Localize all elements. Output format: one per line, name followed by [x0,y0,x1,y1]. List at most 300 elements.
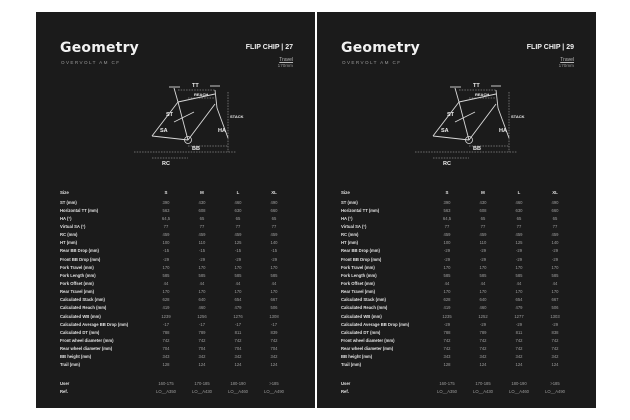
table-cell: -29 [234,256,242,262]
row-label: Virtual SA (°) [60,223,86,229]
row-label: ST (mm) [60,199,77,205]
table-cell: 585 [234,272,242,278]
table-cell: 419 [443,305,451,311]
table-cell: 342 [479,354,487,360]
table-cell: LO__A350 [155,388,177,394]
table-row [341,296,573,304]
travel-label: Travel [279,57,293,63]
geometry-page-flip-chip-29 [317,12,596,408]
table-row [60,345,292,353]
geometry-table [60,186,292,395]
table-cell: 170 [198,264,206,270]
header-s: S [445,189,449,195]
table-cell: 628 [162,297,170,303]
table-cell: 563 [162,207,170,213]
table-row [341,206,573,214]
table-row [60,296,292,304]
table-row [60,312,292,320]
row-label: RC (mm) [60,232,78,238]
table-row [60,336,292,344]
page-title: Geometry [341,40,421,56]
flip-chip-label: FLIP CHIP | 27 [245,44,293,51]
table-cell: 342 [234,354,242,360]
page-title: Geometry [60,40,140,56]
table-row-user [60,379,292,387]
table-cell: -15 [198,248,206,254]
model-subtitle: OVERVOLT AM CF [61,60,121,65]
table-row [60,247,292,255]
row-label: Calculated Reach (mm) [60,305,107,311]
row-label: Fork Travel (mm) [60,264,94,270]
table-cell: 170 [234,289,242,295]
table-cell: 44 [444,280,450,286]
table-cell: 124 [551,362,559,368]
table-row [341,279,573,287]
table-cell: 654 [515,297,523,303]
table-cell: 170 [515,289,523,295]
row-label: Horizontal TT (mm) [60,207,99,213]
table-cell: 742 [443,346,451,352]
row-label: Fork Offset (mm) [341,280,375,286]
row-label: HA (°) [341,215,353,221]
table-cell: -17 [198,321,206,327]
table-cell: 1276 [233,313,243,319]
table-header-row [60,186,292,198]
table-cell: 390 [162,199,170,205]
table-cell: 1235 [442,313,452,319]
table-cell: 170 [198,289,206,295]
table-cell: 789 [198,329,206,335]
table-cell: -29 [479,248,487,254]
travel-label: Travel [560,57,574,63]
table-cell: 839 [270,329,278,335]
table-cell: 65 [235,215,241,221]
table-cell: 640 [198,297,206,303]
table-cell: -29 [270,256,278,262]
table-cell: 585 [162,272,170,278]
table-row [341,239,573,247]
table-cell: 77 [480,223,486,229]
table-cell: 77 [163,223,169,229]
table-cell: -15 [162,248,170,254]
table-cell: 77 [444,223,450,229]
row-label: HT (mm) [341,240,358,246]
row-label: Fork Offset (mm) [60,280,94,286]
table-cell: 460 [234,199,242,205]
table-cell: 65 [480,215,486,221]
dim-label-stack: STACK [511,114,525,119]
table-row [341,288,573,296]
dim-label-st: ST [166,112,174,118]
table-cell: 459 [270,232,278,238]
table-cell: 654 [234,297,242,303]
table-cell: 479 [515,305,523,311]
table-cell: -29 [443,256,451,262]
table-row [341,214,573,222]
table-cell: 704 [198,346,206,352]
table-spacer [60,369,292,379]
table-cell: 65 [516,215,522,221]
row-label: Rear Travel (mm) [341,289,375,295]
table-row [60,288,292,296]
table-cell: 460 [479,305,487,311]
table-cell: 838 [551,329,559,335]
dim-label-reach: REACH [194,92,209,97]
row-label: Rear Travel (mm) [60,289,94,295]
header-xl: XL [271,189,277,195]
table-cell: 811 [515,329,523,335]
row-label: Fork Length (mm) [341,272,377,278]
flip-chip-label: FLIP CHIP | 29 [526,44,574,51]
dim-label-tt: TT [192,83,199,89]
geometry-page-flip-chip-27 [36,12,315,408]
table-cell: 140 [270,240,278,246]
table-cell: 608 [198,207,206,213]
table-cell: 459 [198,232,206,238]
table-cell: -17 [234,321,242,327]
table-cell: 430 [479,199,487,205]
table-cell: 585 [551,272,559,278]
dim-label-ha: HA [499,128,507,134]
table-cell: 77 [271,223,277,229]
row-label: Front wheel diameter (mm) [341,337,395,343]
dim-label-st: ST [447,112,455,118]
table-cell: 742 [479,337,487,343]
table-cell: 704 [162,346,170,352]
table-header-row [341,186,573,198]
row-label: Ref. [60,388,68,394]
table-row [341,222,573,230]
header-l: L [236,189,240,195]
row-label: Rear BB Drop (mm) [341,248,380,254]
table-cell: 1252 [478,313,488,319]
table-row [341,361,573,369]
row-label: Calculated Stack (mm) [60,297,105,303]
table-cell: 704 [234,346,242,352]
table-cell: LO__A460 [227,388,249,394]
table-cell: 124 [515,362,523,368]
table-cell: LO__A430 [191,388,213,394]
table-cell: -29 [479,256,487,262]
table-cell: 125 [234,240,242,246]
table-cell: 459 [479,232,487,238]
table-cell: 789 [479,329,487,335]
row-label: Front BB Drop (mm) [60,256,101,262]
row-label: Trail (mm) [60,362,81,368]
table-row [60,271,292,279]
row-label: Horizontal TT (mm) [341,207,380,213]
table-cell: 170 [270,264,278,270]
table-cell: 65 [552,215,558,221]
table-cell: 343 [443,354,451,360]
table-cell: -29 [515,321,523,327]
table-cell: >185 [550,380,560,386]
table-cell: 124 [198,362,206,368]
row-label: RC (mm) [341,232,359,238]
header-xl: XL [552,189,558,195]
table-cell: 170 [515,264,523,270]
table-cell: 64,5 [442,215,452,221]
table-cell: 170-185 [194,380,210,386]
header-l: L [517,189,521,195]
table-cell: 459 [551,232,559,238]
row-label: Calculated DT (mm) [60,329,100,335]
table-cell: 124 [270,362,278,368]
table-cell: 1308 [269,313,279,319]
header-s: S [164,189,168,195]
table-cell: 506 [270,305,278,311]
table-row [60,304,292,312]
table-cell: 1303 [550,313,560,319]
row-label: Calculated Average BB Drop (mm) [341,321,410,327]
table-cell: 419 [162,305,170,311]
row-label: Ref. [341,388,349,394]
table-cell: 170 [551,289,559,295]
table-spacer [341,369,573,379]
table-cell: 110 [479,240,487,246]
table-cell: 506 [551,305,559,311]
geometry-table [341,186,573,395]
bike-geometry-diagram [395,72,525,176]
table-cell: 585 [270,272,278,278]
table-cell: 585 [479,272,487,278]
table-cell: LO__A430 [472,388,494,394]
table-row [60,239,292,247]
dim-label-sa: SA [160,128,168,134]
table-row [341,231,573,239]
dim-label-ha: HA [218,128,226,134]
table-cell: 459 [443,232,451,238]
table-row [60,263,292,271]
table-cell: 630 [515,207,523,213]
travel-value: 170mm [277,63,293,68]
row-label: Calculated Average BB Drop (mm) [60,321,129,327]
table-cell: 170 [443,289,451,295]
table-cell: 124 [234,362,242,368]
table-cell: 77 [552,223,558,229]
table-cell: LO__A490 [263,388,285,394]
table-cell: 742 [479,346,487,352]
table-cell: 170-185 [475,380,491,386]
table-cell: 342 [198,354,206,360]
table-cell: 608 [479,207,487,213]
row-label: Calculated Stack (mm) [341,297,386,303]
table-cell: 128 [443,362,451,368]
table-cell: 160-175 [158,380,174,386]
table-row [60,279,292,287]
row-label: Fork Travel (mm) [341,264,375,270]
header-m: M [481,189,485,195]
row-label: Front wheel diameter (mm) [60,337,114,343]
table-cell: 459 [234,232,242,238]
table-cell: 459 [515,232,523,238]
table-row [341,336,573,344]
row-label: User [60,380,70,386]
row-label: Trail (mm) [341,362,362,368]
table-cell: 1277 [514,313,524,319]
table-row [341,320,573,328]
row-label: HT (mm) [60,240,77,246]
dim-label-bb: BB [192,146,200,152]
table-cell: 170 [234,264,242,270]
table-cell: 460 [198,305,206,311]
table-cell: -29 [551,248,559,254]
table-cell: 100 [443,240,451,246]
table-cell: 343 [162,354,170,360]
table-cell: 459 [162,232,170,238]
dim-label-bb: BB [473,146,481,152]
table-cell: 742 [234,337,242,343]
table-cell: -29 [479,321,487,327]
table-cell: LO__A350 [436,388,458,394]
table-cell: 660 [551,207,559,213]
table-cell: 585 [515,272,523,278]
table-row-ref [60,387,292,395]
table-cell: 585 [198,272,206,278]
table-row [341,304,573,312]
table-cell: 44 [163,280,169,286]
table-cell: LO__A490 [544,388,566,394]
table-cell: 811 [234,329,242,335]
table-cell: 742 [551,346,559,352]
table-cell: 180-190 [230,380,246,386]
table-row [60,361,292,369]
table-cell: -29 [198,256,206,262]
table-cell: 44 [199,280,205,286]
dim-label-rc: RC [162,161,170,167]
row-label: Fork Length (mm) [60,272,96,278]
table-cell: 628 [443,297,451,303]
header-size: Size [341,189,350,195]
header-m: M [200,189,204,195]
dim-label-stack: STACK [230,114,244,119]
table-row [60,328,292,336]
table-cell: 390 [443,199,451,205]
table-cell: 170 [479,264,487,270]
table-cell: 742 [270,337,278,343]
row-label: Calculated WB (mm) [60,313,101,319]
table-cell: >185 [269,380,279,386]
table-cell: 77 [199,223,205,229]
table-cell: 585 [443,272,451,278]
table-cell: 44 [516,280,522,286]
row-label: BB height (mm) [341,354,373,360]
table-row [341,345,573,353]
table-cell: 742 [443,337,451,343]
table-cell: 1239 [161,313,171,319]
row-label: Rear BB Drop (mm) [60,248,99,254]
dim-label-tt: TT [473,83,480,89]
table-cell: -29 [443,248,451,254]
table-cell: 140 [551,240,559,246]
table-cell: 65 [271,215,277,221]
table-row [60,320,292,328]
table-cell: 788 [443,329,451,335]
table-cell: 77 [516,223,522,229]
table-cell: 342 [551,354,559,360]
table-cell: -15 [270,248,278,254]
table-cell: 630 [234,207,242,213]
table-cell: 704 [270,346,278,352]
table-cell: 667 [270,297,278,303]
table-cell: 180-190 [511,380,527,386]
bike-geometry-diagram [114,72,244,176]
table-cell: 342 [515,354,523,360]
table-cell: 460 [515,199,523,205]
travel-value: 170mm [558,63,574,68]
table-cell: -29 [551,321,559,327]
table-cell: 44 [271,280,277,286]
table-cell: 640 [479,297,487,303]
table-cell: -17 [270,321,278,327]
row-label: BB height (mm) [60,354,92,360]
table-row [341,353,573,361]
dim-label-sa: SA [441,128,449,134]
table-row [341,247,573,255]
row-label: Virtual SA (°) [341,223,367,229]
table-cell: -29 [551,256,559,262]
table-row [60,206,292,214]
table-cell: 742 [162,337,170,343]
table-body [60,198,292,369]
table-row [60,353,292,361]
table-cell: 490 [270,199,278,205]
table-cell: 430 [198,199,206,205]
row-label: User [341,380,351,386]
table-cell: -29 [515,256,523,262]
table-cell: 479 [234,305,242,311]
table-cell: 44 [552,280,558,286]
table-cell: 170 [551,264,559,270]
table-cell: -29 [443,321,451,327]
row-label: Calculated WB (mm) [341,313,382,319]
row-label: Front BB Drop (mm) [341,256,382,262]
table-row-ref [341,387,573,395]
table-cell: 490 [551,199,559,205]
table-row [341,198,573,206]
model-subtitle: OVERVOLT AM CF [342,60,402,65]
table-cell: 170 [270,289,278,295]
row-label: ST (mm) [341,199,358,205]
table-row [60,222,292,230]
header-size: Size [60,189,69,195]
row-label: HA (°) [60,215,72,221]
table-cell: 77 [235,223,241,229]
table-cell: 44 [480,280,486,286]
table-row-user [341,379,573,387]
table-row [341,328,573,336]
table-cell: LO__A460 [508,388,530,394]
table-cell: 128 [162,362,170,368]
table-cell: -15 [234,248,242,254]
table-cell: 660 [270,207,278,213]
table-cell: 170 [162,289,170,295]
table-cell: 742 [515,346,523,352]
table-cell: 100 [162,240,170,246]
table-cell: 170 [443,264,451,270]
table-cell: 170 [479,289,487,295]
table-cell: 160-175 [439,380,455,386]
table-body [341,198,573,369]
table-row [60,255,292,263]
table-cell: 742 [551,337,559,343]
table-row [341,312,573,320]
table-cell: 170 [162,264,170,270]
bike-frame-drawing [134,86,236,158]
table-cell: -29 [515,248,523,254]
table-row [341,263,573,271]
table-row [60,231,292,239]
